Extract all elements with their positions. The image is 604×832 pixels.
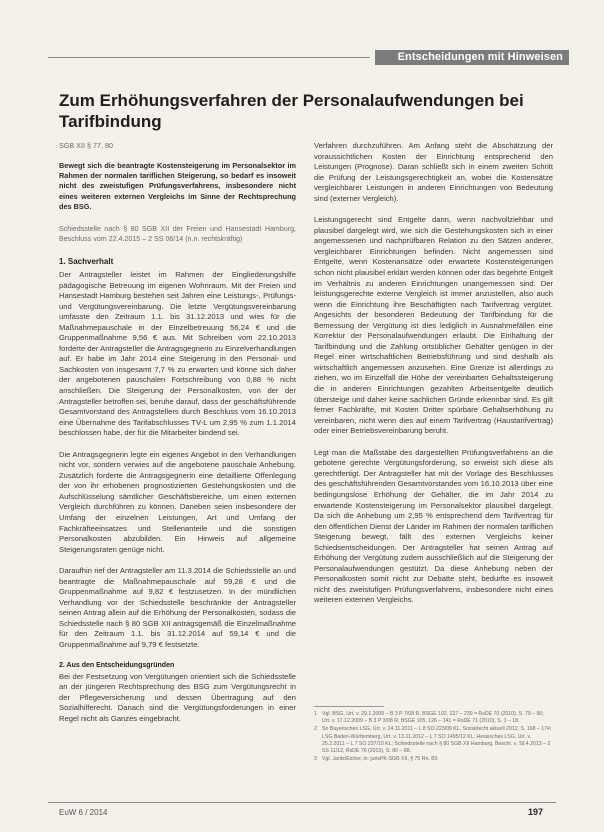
footnote xyxy=(314,726,553,755)
left-column xyxy=(59,141,296,735)
footnote-number: 3 xyxy=(314,756,317,763)
paragraph: Bei der Festsetzung von Vergütungen orientiert sich die Schiedsstelle an der jüngeren Rechtsprechung des BSG zum Vergütungsrecht in der Pflegeversicherung und dessen Übertragung auf den Sozialhilferecht. Danach sind die Vergütungsforderungen in einer Regel nicht als Ganzes eingebracht. xyxy=(59,671,296,723)
footnote-text: So Bayerisches LSG, Urt. v. 24.11.2011 – L 8 SO 223/09 KL, Sozialrecht aktuell 2012, S. 168 – 174; LSG Baden-Württemberg, Urt. v. 13.11.2012 – L 7 SO 1495/12 KL; Hessisches LSG, Urt. v. 25.2.2011 – L 7 SO 237/10 KL; Schiedsstelle nach § 80 SGB XII Hamburg, Beschl. v. 18.4.2013 – 2 SS 11/12, RsDE 76 (2013), S. 80 – 88. xyxy=(322,726,552,755)
footer-rule xyxy=(48,802,556,803)
footnote xyxy=(314,756,553,763)
footnote xyxy=(314,711,553,725)
section-label: Entscheidungen mit Hinweisen xyxy=(375,50,569,65)
section-heading-reasons: 2. Aus den Entscheidungsgründen xyxy=(59,661,175,669)
header-rule xyxy=(48,57,370,58)
section-heading-facts: 1. Sachverhalt xyxy=(59,256,114,266)
footnotes xyxy=(314,711,553,764)
page-number: 197 xyxy=(528,807,544,817)
footnote-text: Vgl. BSG, Urt. v. 29.1.2009 – B 3 P 7/08 R, BSGE 102, 227 – 239 = RsDE 70 (2010), S. 79 – 90; Urt. v. 17.12.2009 – B 3 P 3/08 R, BSGE 105, 126 – 141 = RsDE 71 (2010), S. 1 – 18. xyxy=(322,711,544,725)
footnote-number: 2 xyxy=(314,726,317,733)
decision-metadata: Schiedsstelle nach § 80 SGB XII der Freien und Hansestadt Hamburg, Beschluss vom 22.4.2015 – 2 SS 06/14 (n.n. rechtskräftig) xyxy=(59,224,296,243)
footnote-number: 1 xyxy=(314,711,317,717)
statute-reference: SGB XII § 77, 80 xyxy=(59,141,113,150)
paragraph: Daraufhin rief der Antragsteller am 11.3.2014 die Schiedsstelle an und beantragte die Maßnahmepauschale auf 59,28 € und die Gruppenmaßnahme auf 9,82 € festzusetzen. In der mündlichen Verhandlung vor der Schiedsstelle beschränkte der Antragsteller seinen Antrag allein auf die Erhöhung der Personalkosten, sodass die Schiedsstelle nach § 80 SGB XII antragsgemäß die Einzelmaßnahme für den Zeitraum 1.1. bis 31.12.2014 auf 59,14 € und die Gruppenmaßnahme auf 9,79 € festsetzte. xyxy=(59,566,296,650)
paragraph: Der Antragsteller leistet im Rahmen der Eingliederungshilfe pädagogische Betreuung im eigenen Wohnraum. Mit der Freien und Hansestadt Hamburg bestehen seit Jahren eine Leistungs-, Prüfungs- und Vergütungsvereinbarung. Die letzte Vergütungsvereinbarung umfasste den Zeitraum 1.1. bis 31.12.2013 und wies für die Maßnahmepauschale in der Einzelbetreuung 56,24 € und die Gruppenmaßnahme 9,56 € aus. Mit Schreiben vom 22.10.2013 forderte der Antragsteller die Antragsgegnerin zu Einzelverhandlungen auf. Er habe im Jahr 2014 eine Steigerung in den Personal- und Sachkosten von insgesamt 7,7 % zu erwarten und könne sich daher der angebotenen pauschalen Fortschreibung von 0,88 % nicht anschließen. Die Steigerung der Personalkosten, von der der Antragsteller betroffen sei, beruhe darauf, dass der geschäftsführende Gesamtvorstand des Antragstellers durch Beschluss vom 16.10.2013 eine Übernahme des Tarifabschlusses TV-L um 2,95 % zum 1.1.2014 beschlossen habe, der für die Mitarbeiter bindend sei. xyxy=(59,269,296,438)
paragraph: Leistungsgerecht sind Entgelte dann, wenn nachvollziehbar und plausibel dargelegt wird, wie sich die Gestehungskosten sich in einer angemessenen und nachprüfbaren Relation zu den Sätzen anderer, vergleichbarer Einrichtungen befinden. Nicht angemessen sind Entgelte, wenn Kostenansätze oder erwartete Kostensteigerungen schon nicht plausibel erklärt werden können oder das begehrte Entgelt im Verhältnis zu anderen Einrichtungen unangemessen sind. Der leistungsgerechte externe Vergleich ist immer anzustellen, also auch wenn die Einrichtung ihre Beschäftigten nach Tarifvertrag vergütet. Angesichts der besonderen Bedeutung der Tarifbindung für die Bemessung der Vergütung ist dies lediglich in Ausnahmefällen eine Korrektur der Personalaufwendungen erlaubt. Die Einhaltung der Tarifbindung und die Zahlung ortsüblicher Gehälter genügen in der Regel einer wirtschaftlichen Betriebsführung und sind deshalb als wirtschaftlich angemessen anzusehen. Eine Grenze ist allerdings zu ziehen, wo im Einzelfall die Höhe der vereinbarten Gehaltssteigerung die in anderen Einrichtungen gezahlten Arbeitsentgelte deutlich übersteige und daher keine sachlichen Gründe erkennbar sind. Es gilt ferner Fachkräfte, mit Kosten Dritter spürbare Gehaltserhöhung zu vereinbaren, nicht wenn dies auf einem Tarifvertrag (Haustarifvertrag) oder einer Betriebsvereinbarung beruht. xyxy=(314,215,553,436)
paragraph: Legt man die Maßstäbe des dargestellten Prüfungsverfahrens an die gebotene gerechte Vergütungsforderung, so erweist sich diese als gerechtfertigt. Der Antragsteller hat mit der Vorlage des Beschlusses des geschäftsführenden Gesamtvorstandes vom 16.10.2013 über eine bedingungslose Erhöhung der Gehälter, die im Jahr 2014 zu erwartende Kostensteigerung im Personalsektor plausibel dargelegt. Da sich die Anhebung um 2,95 % entsprechend dem Tarifvertrag für den öffentlichen Dienst der Länder im Rahmen der normalen tariflichen Steigerung bewegt, fällt des externen Vergleichs keiner Schiedsentscheidungen. Der Antragsteller hat seinen Antrag auf Erhöhung der Vergütung zudem ausschließlich auf die Steigerung der Personalaufwendungen gestützt. Da diese Anhebung neben der Personalkosten somit nicht zur Debatte steht, bedurfte es insoweit nicht des zweistufigen Prüfungsverfahrens, insbesondere nicht eines weiteren externen Vergleichs. xyxy=(314,447,553,605)
right-column xyxy=(314,141,553,617)
headnote: Bewegt sich die beantragte Kostensteigerung im Personalsektor im Rahmen der normalen tariflichen Steigerung, so bedarf es insoweit nicht des zweistufigen Prüfungsverfahrens, insbesondere nicht eines weiteren externen Vergleichs im Sinne der Rechtsprechung des BSG. xyxy=(59,160,296,212)
journal-issue: EuW 6 / 2014 xyxy=(59,808,108,817)
paragraph: Die Antragsgegnerin legte ein eigenes Angebot in den Verhandlungen nicht vor, sondern verwies auf die angebotene pauschale Anhebung. Zusätzlich forderte die Antragsgegnerin eine detaillierte Offenlegung der von ihr erhobenen prognostizierten Gestehungskosten und die Aufschlüsselung sämtlicher Geschäftsbereiche, um einen externen Vergleich durchführen zu können. Daneben seien insbesondere der Umfang der einzelnen Leistungen, Art und Umfang der Fachkräfteeinsatzes und Stellenanteile und die sonstigen Personalkosten abzubilden. Ein Hinweis auf allgemeine Steigerungsraten genüge nicht. xyxy=(59,449,296,554)
paragraph: Verfahren durchzuführen. Am Anfang steht die Abschätzung der voraussichtlichen Kosten der Einrichtung entsprechend den Leistungen (Prognose). Daran schließt sich in einem zweiten Schritt die Prüfung der Leistungsgerechtigkeit an, wobei die Kostensätze vergleichbarer Leistungen in anderen Einrichtungen von Bedeutung sind (externer Vergleich). xyxy=(314,141,553,203)
footnote-rule xyxy=(314,706,384,707)
article-title: Zum Erhöhungsverfahren der Personalaufwendungen bei Tarifbindung xyxy=(59,91,524,131)
footnote-text: Vgl. Jaritz/Eicher, in: jurisPK-SGB XII, § 75 Rn. 83. xyxy=(322,756,439,763)
